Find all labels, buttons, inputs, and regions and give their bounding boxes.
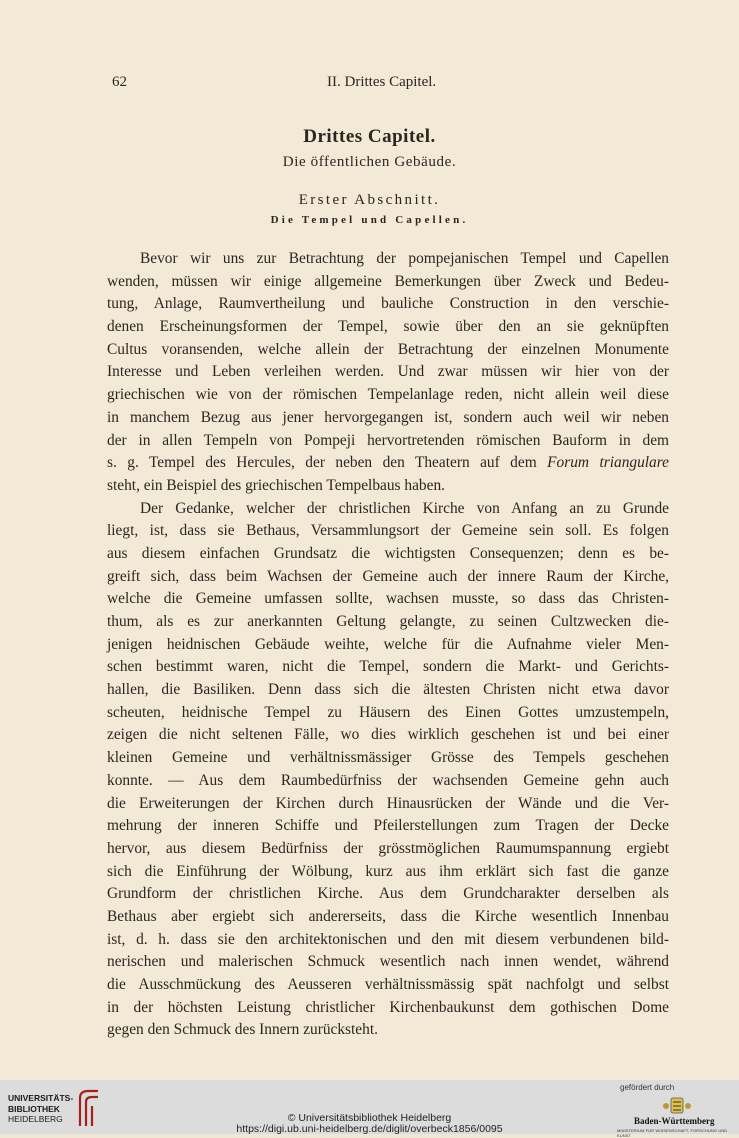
text-line: gegen den Schmuck des Innern zurücksteht. xyxy=(107,1021,378,1039)
text-line: mehrung der inneren Schiffe und Pfeilerstellungen zum Tragen der Decke xyxy=(107,817,669,835)
text-line: tung, Anlage, Raumvertheilung und bauliche Construction in den verschie- xyxy=(107,295,669,313)
italic-term: Forum triangulare xyxy=(547,454,670,472)
permalink-url[interactable]: https://digi.ub.uni-heidelberg.de/diglit/overbeck1856/0095 xyxy=(236,1123,503,1135)
text-line: nerischen und malerischen Schmuck wesentlich nach innen wendet, während xyxy=(107,953,669,971)
text-line: wenden, müssen wir einige allgemeine Bemerkungen über Zweck und Bedeu- xyxy=(107,272,669,290)
text-line: hervor, aus diesem Bedürfniss der grösstmöglichen Raumumspannung ergiebt xyxy=(107,839,669,857)
text-line: Bethaus aber ergiebt sich andererseits, dass die Kirche wesentlich Innenbau xyxy=(107,907,669,925)
digitization-footer xyxy=(0,1080,739,1138)
text-line: welche die Gemeine umfassen sollte, wachsen musste, so dass das Christen- xyxy=(107,590,669,608)
text-line: der in allen Tempeln von Pompeji hervortretenden römischen Bauform in dem xyxy=(107,431,669,449)
text-line: griechischen wie von der römischen Tempelanlage reden, nicht allein weil diese xyxy=(107,386,669,404)
text-line: die Ausschmückung des Aeusseren verhältnissmässig spät nachfolgt und selbst xyxy=(107,976,669,993)
running-title: II. Drittes Capitel. xyxy=(327,74,437,90)
text-line: zeigen die nicht seltenen Fälle, wo dies wirklich geschehen ist und bei einer xyxy=(107,726,669,744)
text-line: in der höchsten Leistung christlicher Kirchenbaukunst dem gothischen Dome xyxy=(107,998,669,1016)
text-line: scheuten, heidnische Tempel zu Häusern des Einen Gottes umzustempeln, xyxy=(107,703,669,721)
sponsor-subtitle: MINISTERIUM FÜR WISSENSCHAFT, FORSCHUNG UND KUNST xyxy=(617,1128,728,1138)
text-line: Bevor wir uns zur Betrachtung der pompejanischen Tempel und Capellen xyxy=(140,250,669,267)
text-line: jenigen heidnischen Gebäude weihte, welche für die Aufnahme vieler Men- xyxy=(107,635,669,653)
text-line: Cultus voransenden, welche allein der Betrachtung der einzelnen Monumente xyxy=(107,340,669,358)
text-line: konnte. — Aus dem Raumbedürfniss der wachsenden Gemeine gehn auch xyxy=(107,771,669,789)
sponsor-name: Baden-Württemberg xyxy=(634,1116,715,1126)
text-line: kleinen Gemeine und verhältnissmässiger Grösse des Tempels geschehen xyxy=(107,749,669,767)
text-line: thum, als es zur anerkannten Geltung gelangte, zu seinen Cultzwecken die- xyxy=(107,613,669,630)
text-line: greift sich, dass beim Wachsen der Gemeine auch der innere Raum der Kirche, xyxy=(107,567,669,585)
chapter-title: Drittes Capitel. xyxy=(303,126,436,147)
text-line: schen bestimmt waren, nicht die Tempel, sondern die Markt- und Gerichts- xyxy=(107,658,669,676)
library-name-line1: UNIVERSITÄTS- xyxy=(8,1093,74,1103)
text-line: in manchem Bezug aus jener hervorgegangen ist, sondern auch weil wir neben xyxy=(107,408,669,426)
text-line: s. g. Tempel des Hercules, der neben den Theatern auf dem Forum triangulare xyxy=(107,454,670,472)
text-line: sich die Einführung der Wölbung, kurz aus ihm erklärt sich fast die ganze xyxy=(107,862,669,880)
text-line: hallen, die Basiliken. Denn dass sich die ältesten Christen nicht etwa davor xyxy=(107,681,669,699)
chapter-subtitle: Die öffentlichen Gebäude. xyxy=(282,154,457,170)
text-line: Grundform der christlichen Kirche. Aus dem Grundcharakter derselben als xyxy=(107,885,669,903)
text-line: steht, ein Beispiel des griechischen Tempelbaus haben. xyxy=(107,476,445,494)
text-line: Der Gedanke, welcher der christlichen Kirche von Anfang an zu Grunde xyxy=(140,499,669,517)
copyright-text: © Universitätsbibliothek Heidelberg xyxy=(287,1112,452,1124)
running-head xyxy=(112,74,672,96)
text-line: aus diesem einfachen Grundsatz die wichtigsten Consequenzen; denn es be- xyxy=(107,544,669,562)
state-crest-icon xyxy=(662,1094,692,1116)
text-line: ist, d. h. dass sie den architektonischen und den mit diesem verbundenen bild- xyxy=(107,930,669,948)
text-line: Interesse und Leben verleihen werden. Und zwar müssen wir hier von der xyxy=(107,363,669,381)
library-name-line3: HEIDELBERG xyxy=(8,1114,63,1124)
section-title: Erster Abschnitt. xyxy=(298,192,441,208)
funded-by-label: gefördert durch xyxy=(620,1083,675,1092)
text-line: denen Erscheinungsformen der Tempel, sowie über den an sie geknüpften xyxy=(107,318,669,336)
body-text xyxy=(107,248,669,1042)
page-number: 62 xyxy=(112,74,127,90)
text-line: die Erweiterungen der Kirchen durch Hinausrücken der Wände und die Ver- xyxy=(107,794,669,812)
section-subtitle: Die Tempel und Capellen. xyxy=(270,214,469,226)
text-line: liegt, ist, dass sie Bethaus, Versammlungsort der Gemeine sein soll. Es folgen xyxy=(107,522,669,540)
library-name-line2: BIBLIOTHEK xyxy=(8,1103,60,1114)
